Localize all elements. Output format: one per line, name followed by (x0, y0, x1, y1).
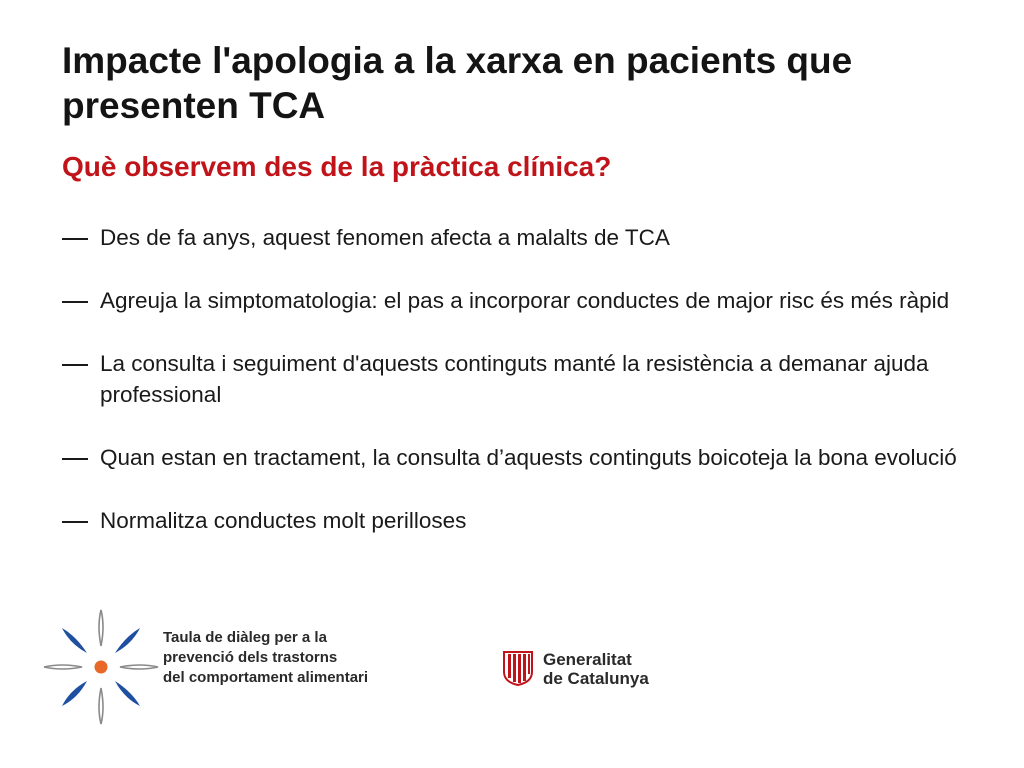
generalitat-line-1: Generalitat (543, 650, 632, 669)
bullet-text: Des de fa anys, aquest fenomen afecta a malalts de TCA (100, 225, 670, 250)
dash-bullet-icon (62, 458, 88, 460)
taula-line-2: prevenció dels trastorns (163, 649, 338, 666)
taula-line-1: Taula de diàleg per a la (163, 629, 327, 646)
bullet-item (62, 222, 962, 253)
generalitat-logo-text (543, 650, 649, 688)
dash-bullet-icon (62, 521, 88, 523)
taula-logo-text (163, 628, 368, 688)
generalitat-line-2: de Catalunya (543, 669, 649, 688)
taula-line-3: del comportament alimentari (163, 669, 369, 686)
bullet-text: Normalitza conductes molt perilloses (100, 508, 467, 533)
bullet-text: Agreuja la simptomatologia: el pas a incorporar conductes de major risc és més ràpid (100, 288, 950, 313)
bullet-item (62, 285, 962, 316)
dash-bullet-icon (62, 364, 88, 366)
dash-bullet-icon (62, 301, 88, 303)
bullet-list (62, 222, 962, 568)
footer-logos (0, 600, 1024, 740)
bullet-item (62, 442, 962, 473)
dash-bullet-icon (62, 238, 88, 240)
slide-subtitle: Què observem des de la pràctica clínica? (62, 151, 612, 182)
star-burst-icon (40, 606, 162, 728)
senyera-shield-icon (502, 650, 534, 686)
bullet-text: Quan estan en tractament, la consulta d’aquests continguts boicoteja la bona evolució (100, 445, 957, 470)
bullet-item (62, 505, 962, 536)
bullet-text: La consulta i seguiment d'aquests continguts manté la resistència a demanar ajuda professional (100, 351, 929, 407)
bullet-item (62, 348, 962, 410)
slide-title: Impacte l'apologia a la xarxa en pacients que presenten TCA (62, 40, 853, 126)
